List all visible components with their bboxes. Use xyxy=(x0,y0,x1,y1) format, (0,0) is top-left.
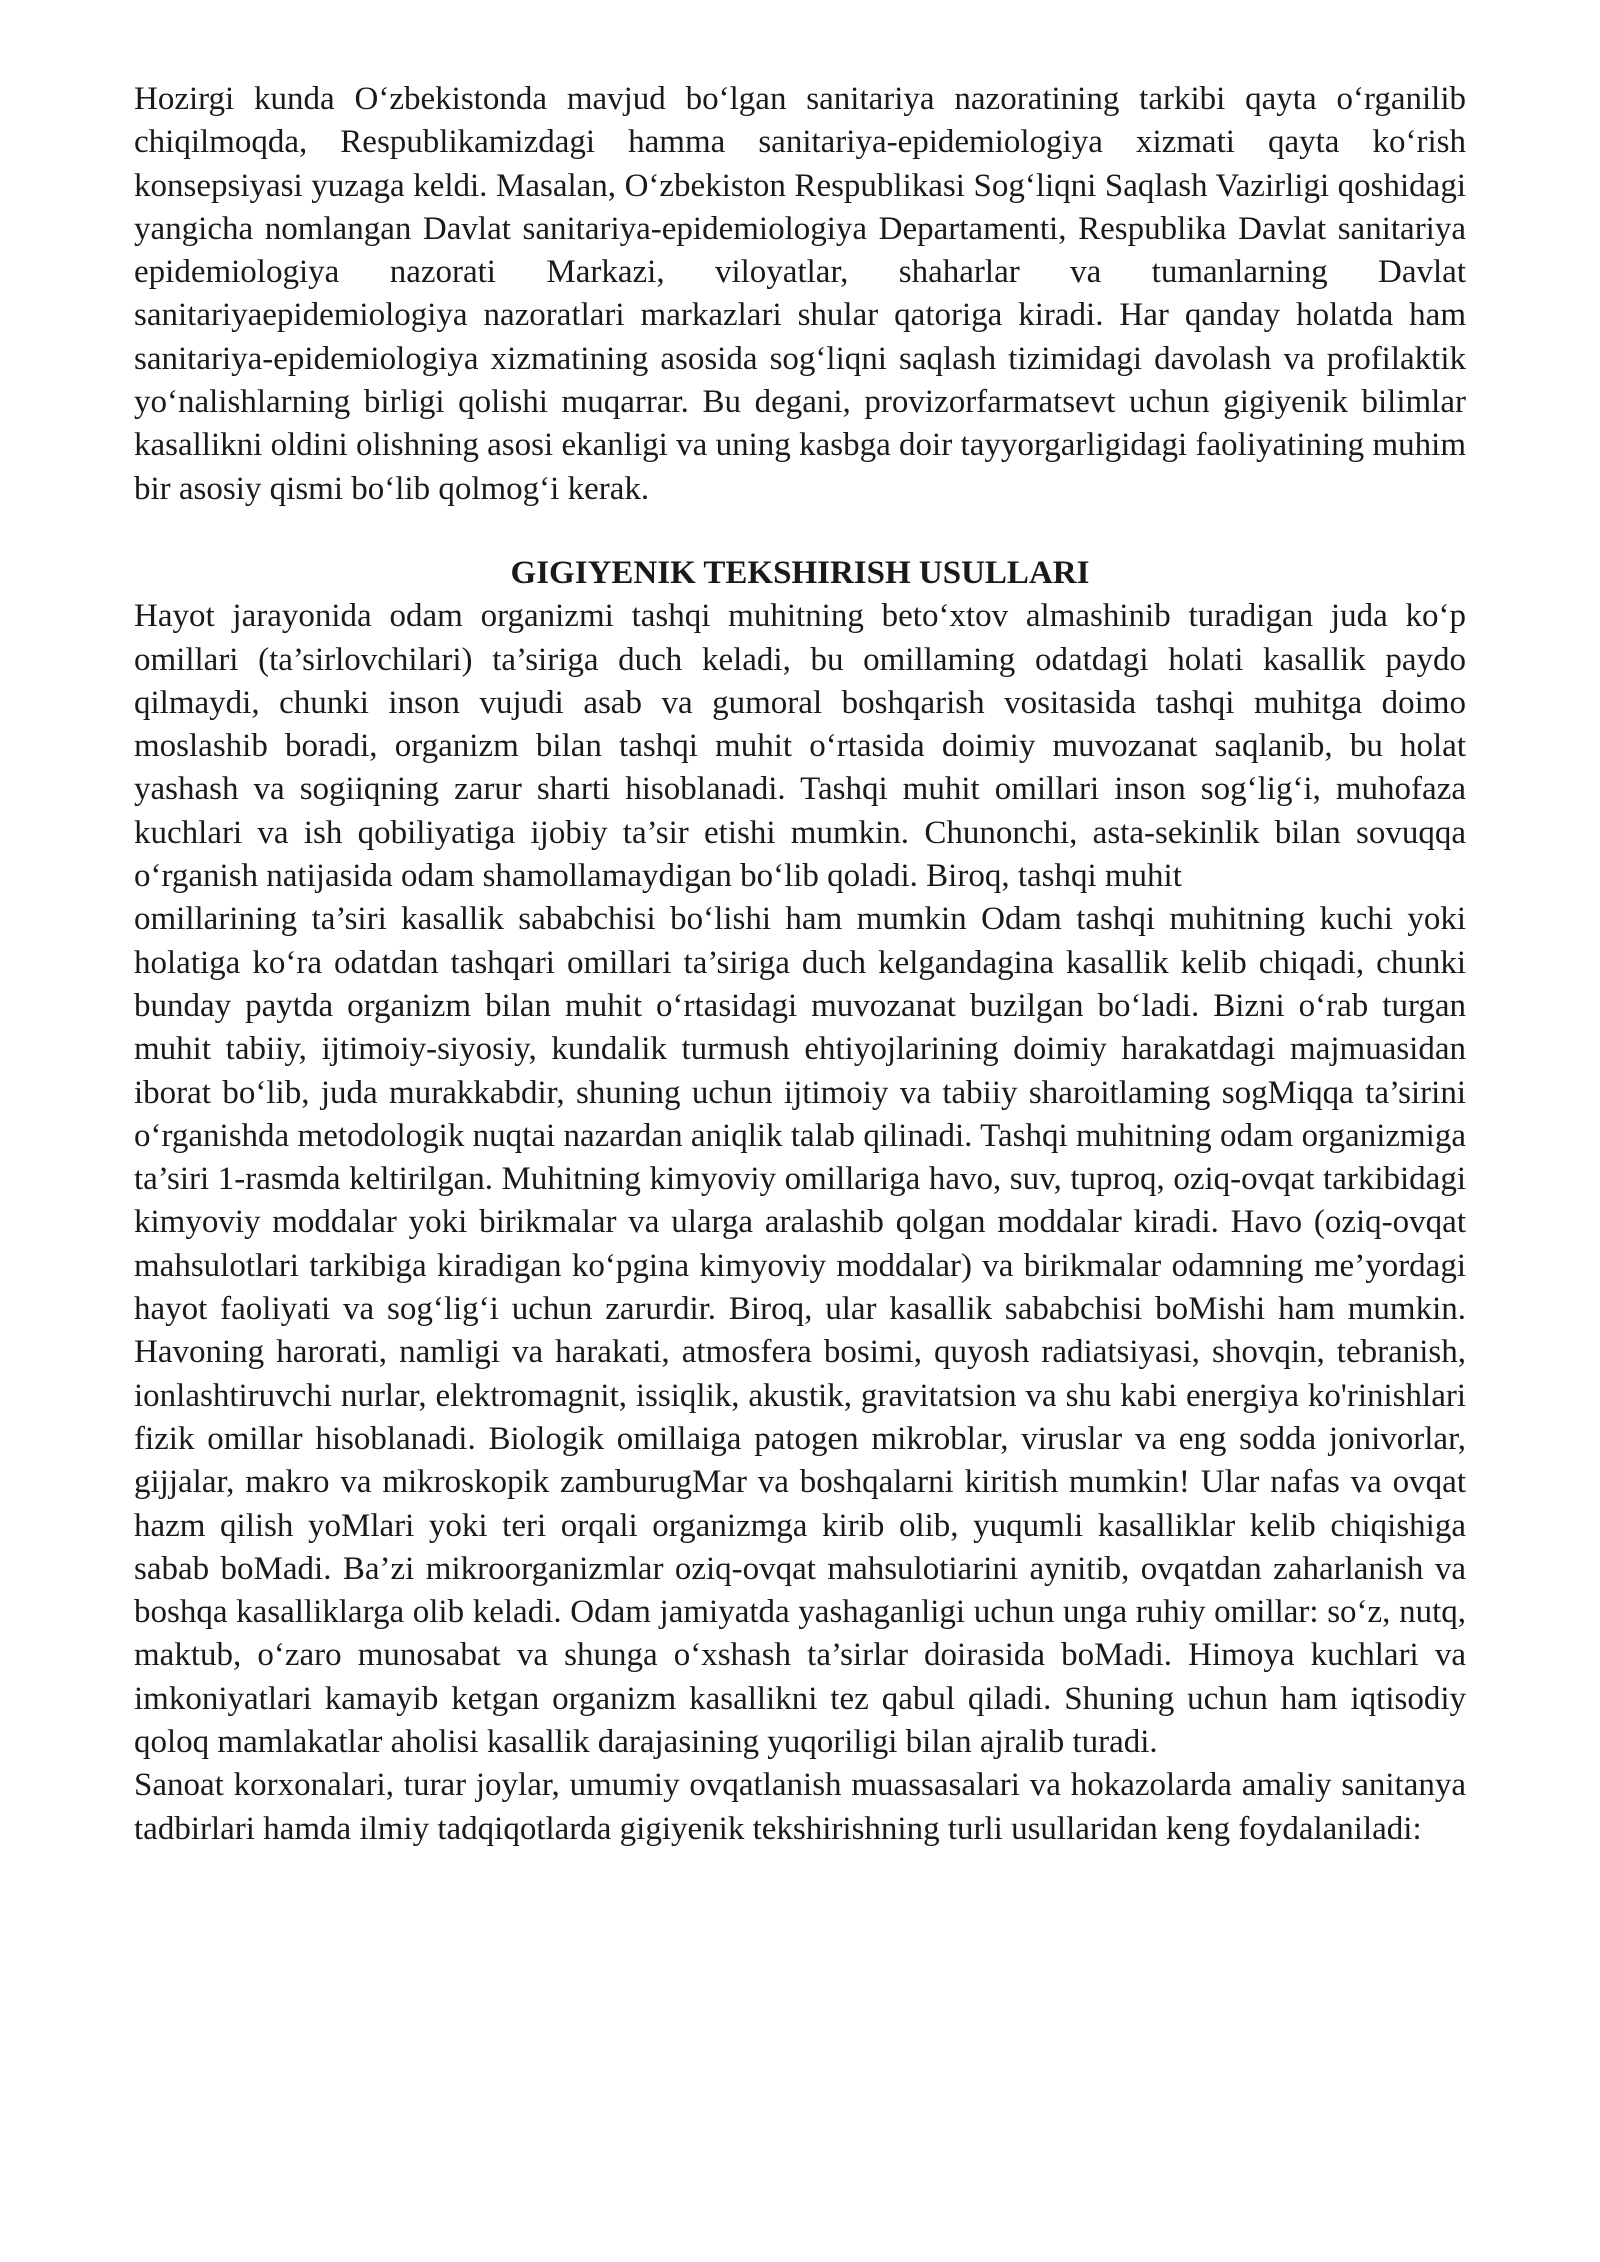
document-page xyxy=(134,78,1466,1851)
body-paragraph-3: Sanoat korxonalari, turar joylar, umumiy ovqatlanish muassasalari va hokazolarda amaliy sanitanya tadbirlari hamda ilmiy tadqiqotlarda gigiyenik tekshirishning turli usullaridan keng foydalaniladi: xyxy=(134,1767,1466,1847)
section-heading: GIGIYENIK TEKSHIRISH USULLARI xyxy=(510,554,1090,591)
body-paragraph-2: omillarining ta’siri kasallik sababchisi bo‘lishi ham mumkin Odam tashqi muhitning kuchi yoki holatiga ko‘ra odatdan tashqari omillari ta’siriga duch kelgandagina kasallik kelib chiqadi, chunki bunday paytda organizm bilan muhit o‘rtasidagi muvozanat buzilgan bo‘ladi. Bizni o‘rab turgan muhit tabiiy, ijtimoiy-siyosiy, kundalik turmush ehtiyojlarining doimiy harakatdagi majmuasidan iborat bo‘lib, juda murakkabdir, shuning uchun ijtimoiy va tabiiy sharoitlaming sogMiqqa ta’sirini o‘rganishda metodologik nuqtai nazardan aniqlik talab qilinadi. Tashqi muhitning odam organizmiga ta’siri 1-rasmda keltirilgan. Muhitning kimyoviy omillariga havo, suv, tuproq, oziq-ovqat tarkibidagi kimyoviy moddalar yoki birikmalar va ularga aralashib qolgan moddalar kiradi. Havo (oziq-ovqat mahsulotlari tarkibiga kiradigan ko‘pgina kimyoviy moddalar) va birikmalar odamning me’yordagi hayot faoliyati va sog‘lig‘i uchun zarurdir. Biroq, ular kasallik sababchisi boMishi ham mumkin. Havoning harorati, namligi va harakati, atmosfera bosimi, quyosh radiatsiyasi, shovqin, tebranish, ionlashtiruvchi nurlar, elektromagnit, issiqlik, akustik, gravitatsion va shu kabi energiya ko'rinishlari fizik omillar hisoblanadi. Biologik omillaiga patogen mikroblar, viruslar va eng sodda jonivorlar, gijjalar, makro va mikroskopik zamburugMar va boshqalarni kiritish mumkin! Ular nafas va ovqat hazm qilish yoMlari yoki teri orqali organizmga kirib olib, yuqumli kasalliklar kelib chiqishiga sabab boMadi. Ba’zi mikroorganizmlar oziq-ovqat mahsulotiarini aynitib, ovqatdan zaharlanish va boshqa kasalliklarga olib keladi. Odam jamiyatda yashaganligi uchun unga ruhiy omillar: so‘z, nutq, maktub, o‘zaro munosabat va shunga o‘xshash ta’sirlar doirasida boMadi. Himoya kuchlari va imkoniyatlari kamayib ketgan organizm kasallikni tez qabul qiladi. Shuning uchun ham iqtisodiy qoloq mamlakatlar aholisi kasallik darajasining yuqoriligi bilan ajralib turadi. xyxy=(134,901,1466,1760)
body-paragraph-1: Hayot jarayonida odam organizmi tashqi muhitning beto‘xtov almashinib turadigan juda ko‘p omillari (ta’sirlovchilari) ta’siriga duch keladi, bu omillaming odatdagi holati kasallik paydo qilmaydi, chunki inson vujudi asab va gumoral boshqarish vositasida tashqi muhitga doimo moslashib boradi, organizm bilan tashqi muhit o‘rtasida doimiy muvozanat saqlanib, bu holat yashash va sogiiqning zarur sharti hisoblanadi. Tashqi muhit omillari inson sog‘lig‘i, muhofaza kuchlari va ish qobiliyatiga ijobiy ta’sir etishi mumkin. Chunonchi, asta-sekinlik bilan sovuqqa o‘rganish natijasida odam shamollamaydigan bo‘lib qoladi. Biroq, tashqi muhit xyxy=(134,598,1466,895)
intro-paragraph: Hozirgi kunda O‘zbekistonda mavjud bo‘lgan sanitariya nazoratining tarkibi qayta o‘rganilib chiqilmoqda, Respublikamizdagi hamma sanitariya-epidemiologiya xizmati qayta ko‘rish konsepsiyasi yuzaga keldi. Masalan, O‘zbekiston Respublikasi Sog‘liqni Saqlash Vazirligi qoshidagi yangicha nomlangan Davlat sanitariya-epidemiologiya Departamenti, Respublika Davlat sanitariya epidemiologiya nazorati Markazi, viloyatlar, shaharlar va tumanlarning Davlat sanitariyaepidemiologiya nazoratlari markazlari shular qatoriga kiradi. Har qanday holatda ham sanitariya-epidemiologiya xizmatining asosida sog‘liqni saqlash tizimidagi davolash va profilaktik yo‘nalishlarning birligi qolishi muqarrar. Bu degani, provizorfarmatsevt uchun gigiyenik bilimlar kasallikni oldini olishning asosi ekanligi va uning kasbga doir tayyorgarligidagi faoliyatining muhim bir asosiy qismi bo‘lib qolmog‘i kerak. xyxy=(134,81,1466,507)
